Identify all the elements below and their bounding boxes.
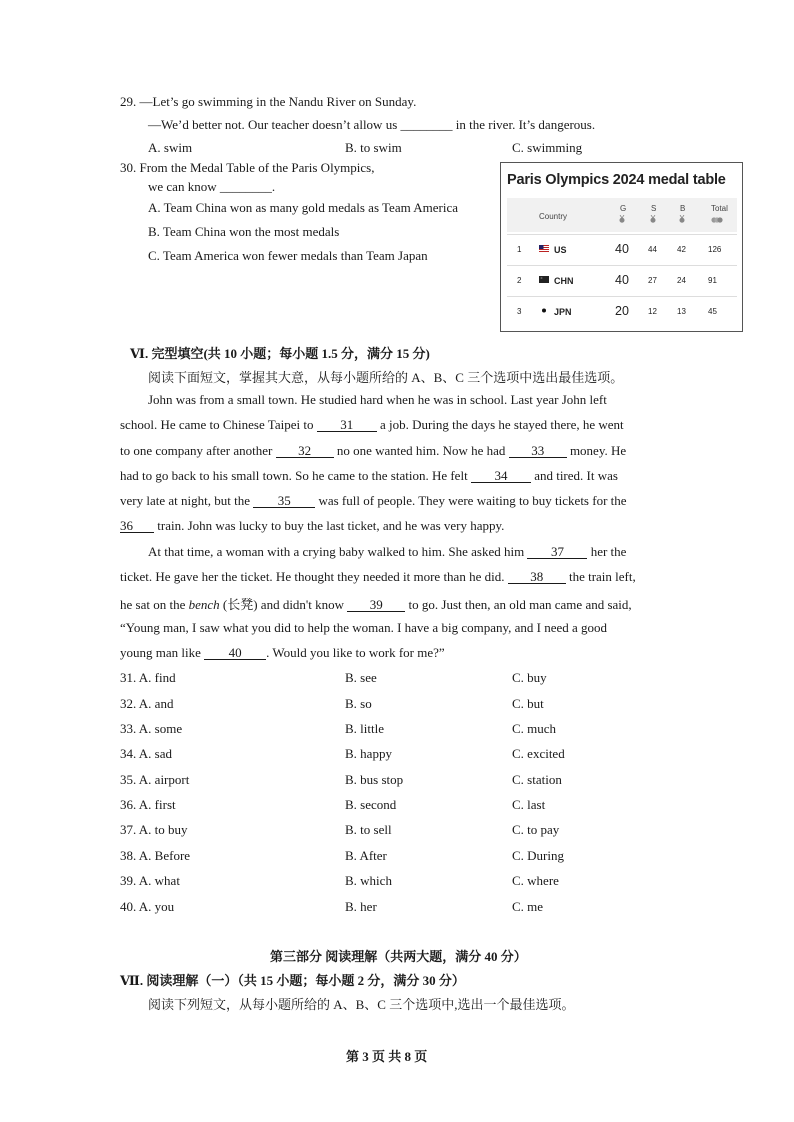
option-col-a: 36. A. first: [120, 797, 176, 812]
blank-35: 35: [253, 494, 315, 508]
passage-line: [120, 569, 636, 585]
japan-flag-icon: [539, 307, 549, 314]
rank: 3: [517, 307, 522, 316]
option-col-b: B. second: [345, 797, 397, 812]
blank-33: 33: [509, 444, 567, 458]
passage-line: [120, 443, 626, 459]
q30-option-c: C. Team America won fewer medals than Team Japan: [148, 248, 428, 263]
option-col-a: 34. A. sad: [120, 746, 172, 761]
option-col-a: 35. A. airport: [120, 772, 190, 787]
header-gold: G: [620, 204, 627, 213]
section7-heading: Ⅶ. 阅读理解（一）（共 15 小题；每小题 2 分，满分 30 分）: [120, 973, 465, 988]
option-col-c: C. but: [512, 696, 544, 711]
header-country: Country: [539, 212, 568, 221]
medal-table-image: [500, 162, 743, 332]
passage-text: At that time, a woman with a crying baby walked to him. She asked him: [148, 544, 528, 559]
passage-text: was full of people. They were waiting to buy tickets for the: [315, 493, 627, 508]
passage-line: [120, 645, 445, 661]
q29-reply-text: —We’d better not. Our teacher doesn’t allow us: [148, 117, 401, 132]
passage-text: ticket. He gave her the ticket. He thought they needed it more than he did.: [120, 569, 508, 584]
q29-option-c: C. swimming: [512, 140, 583, 155]
medal-row: [507, 296, 737, 327]
total-medals-icon: [710, 215, 724, 223]
silver-count: 44: [648, 245, 657, 254]
blank-36: 36: [120, 519, 154, 533]
silver-medal-icon: [650, 215, 656, 223]
silver-count: 27: [648, 276, 657, 285]
medal-table-header: [507, 198, 737, 232]
us-flag-icon: [539, 245, 549, 252]
bronze-count: 13: [677, 307, 686, 316]
q29-reply: [148, 117, 595, 133]
option-col-a: 31. A. find: [120, 670, 176, 685]
passage-line: [120, 493, 627, 509]
header-total: Total: [711, 204, 728, 213]
option-col-a: 37. A. to buy: [120, 822, 188, 837]
option-col-b: B. so: [345, 696, 372, 711]
passage-line: [148, 544, 626, 560]
section6-instruction: 阅读下面短文，掌握其大意，从每小题所给的 A、B、C 三个选项中选出最佳选项。: [148, 370, 624, 385]
blank-38: 38: [508, 570, 566, 584]
option-col-a: 33. A. some: [120, 721, 183, 736]
silver-count: 12: [648, 307, 657, 316]
option-col-c: C. excited: [512, 746, 565, 761]
page-footer: 第 3 页 共 8 页: [346, 1049, 428, 1064]
option-col-b: B. bus stop: [345, 772, 404, 787]
q30-option-a: A. Team China won as many gold medals as Team America: [148, 200, 458, 215]
q29-stem: 29. —Let’s go swimming in the Nandu River on Sunday.: [120, 94, 417, 109]
passage-text: a job. During the days he stayed there, he went: [376, 417, 624, 432]
passage-text: (长凳) and didn't know: [219, 597, 348, 612]
blank-37: 37: [527, 545, 587, 559]
medal-table-title: Paris Olympics 2024 medal table: [507, 172, 726, 188]
section7-instruction: 阅读下列短文，从每小题所给的 A、B、C 三个选项中,选出一个最佳选项。: [148, 997, 575, 1012]
option-col-b: B. her: [345, 899, 377, 914]
blank-34: 34: [471, 469, 531, 483]
option-col-c: C. much: [512, 721, 557, 736]
option-col-c: C. station: [512, 772, 562, 787]
passage-text: had to go back to his small town. So he came to the station. He felt: [120, 468, 471, 483]
option-col-b: B. which: [345, 873, 392, 888]
option-col-c: C. buy: [512, 670, 547, 685]
gold-count: 40: [615, 273, 629, 287]
q29-blank: ________: [400, 117, 453, 132]
passage-line: John was from a small town. He studied hard when he was in school. Last year John left: [148, 392, 607, 407]
section6-heading: Ⅵ. 完型填空(共 10 小题；每小题 1.5 分，满分 15 分): [130, 346, 430, 361]
passage-text: he sat on the: [120, 597, 189, 612]
country-name: CHN: [554, 276, 574, 286]
china-flag-icon: [539, 276, 549, 283]
gold-count: 40: [615, 242, 629, 256]
passage-text: young man like: [120, 645, 205, 660]
passage-text: and tired. It was: [530, 468, 618, 483]
passage-text: the train left,: [565, 569, 636, 584]
option-col-c: C. where: [512, 873, 559, 888]
option-col-a: 32. A. and: [120, 696, 174, 711]
passage-text: to go. Just then, an old man came and said,: [405, 597, 632, 612]
passage-text: money. He: [566, 443, 627, 458]
medal-row: [507, 265, 737, 296]
blank-40: 40: [204, 646, 266, 660]
option-col-a: 40. A. you: [120, 899, 175, 914]
rank: 1: [517, 245, 522, 254]
part3-heading: 第三部分 阅读理解（共两大题，满分 40 分）: [270, 949, 527, 964]
passage-text: no one wanted him. Now he had: [333, 443, 509, 458]
header-bronze: B: [680, 204, 686, 213]
country-name: US: [554, 245, 567, 255]
option-col-c: C. to pay: [512, 822, 560, 837]
passage-text: very late at night, but the: [120, 493, 254, 508]
option-col-c: C. me: [512, 899, 544, 914]
q29-reply-text-end: in the river. It’s dangerous.: [452, 117, 596, 132]
country-name: JPN: [554, 307, 572, 317]
blank-31: 31: [317, 418, 377, 432]
passage-line: [120, 594, 632, 613]
option-col-b: B. happy: [345, 746, 392, 761]
bronze-medal-icon: [679, 215, 685, 223]
option-col-a: 38. A. Before: [120, 848, 191, 863]
option-col-b: B. to sell: [345, 822, 392, 837]
q30-stem: 30. From the Medal Table of the Paris Olympics,: [120, 160, 375, 175]
total-count: 45: [708, 307, 717, 316]
total-count: 91: [708, 276, 717, 285]
option-col-b: B. little: [345, 721, 384, 736]
passage-line: [120, 417, 624, 433]
total-count: 126: [708, 245, 722, 254]
gold-medal-icon: [619, 215, 625, 223]
passage-italic: bench: [188, 597, 220, 612]
gold-count: 20: [615, 304, 629, 318]
passage-text: to one company after another: [120, 443, 276, 458]
option-col-b: B. After: [345, 848, 387, 863]
bronze-count: 42: [677, 245, 686, 254]
rank: 2: [517, 276, 522, 285]
option-col-c: C. During: [512, 848, 564, 863]
option-col-c: C. last: [512, 797, 546, 812]
passage-line: [120, 518, 504, 534]
medal-row: [507, 234, 737, 265]
option-col-b: B. see: [345, 670, 377, 685]
passage-text: her the: [587, 544, 627, 559]
bronze-count: 24: [677, 276, 686, 285]
blank-39: 39: [347, 598, 405, 612]
passage-line: [120, 468, 618, 484]
passage-text: school. He came to Chinese Taipei to: [120, 417, 317, 432]
option-col-a: 39. A. what: [120, 873, 180, 888]
blank-32: 32: [276, 444, 334, 458]
passage-text: train. John was lucky to buy the last ticket, and he was very happy.: [154, 518, 505, 533]
q29-option-a: A. swim: [148, 140, 193, 155]
passage-text: . Would you like to work for me?”: [266, 645, 445, 660]
header-silver: S: [651, 204, 657, 213]
q30-option-b: B. Team China won the most medals: [148, 224, 340, 239]
passage-line: “Young man, I saw what you did to help the woman. I have a big company, and I need a good: [120, 620, 608, 635]
q29-option-b: B. to swim: [345, 140, 402, 155]
q30-stem-2: we can know ________.: [148, 179, 276, 194]
